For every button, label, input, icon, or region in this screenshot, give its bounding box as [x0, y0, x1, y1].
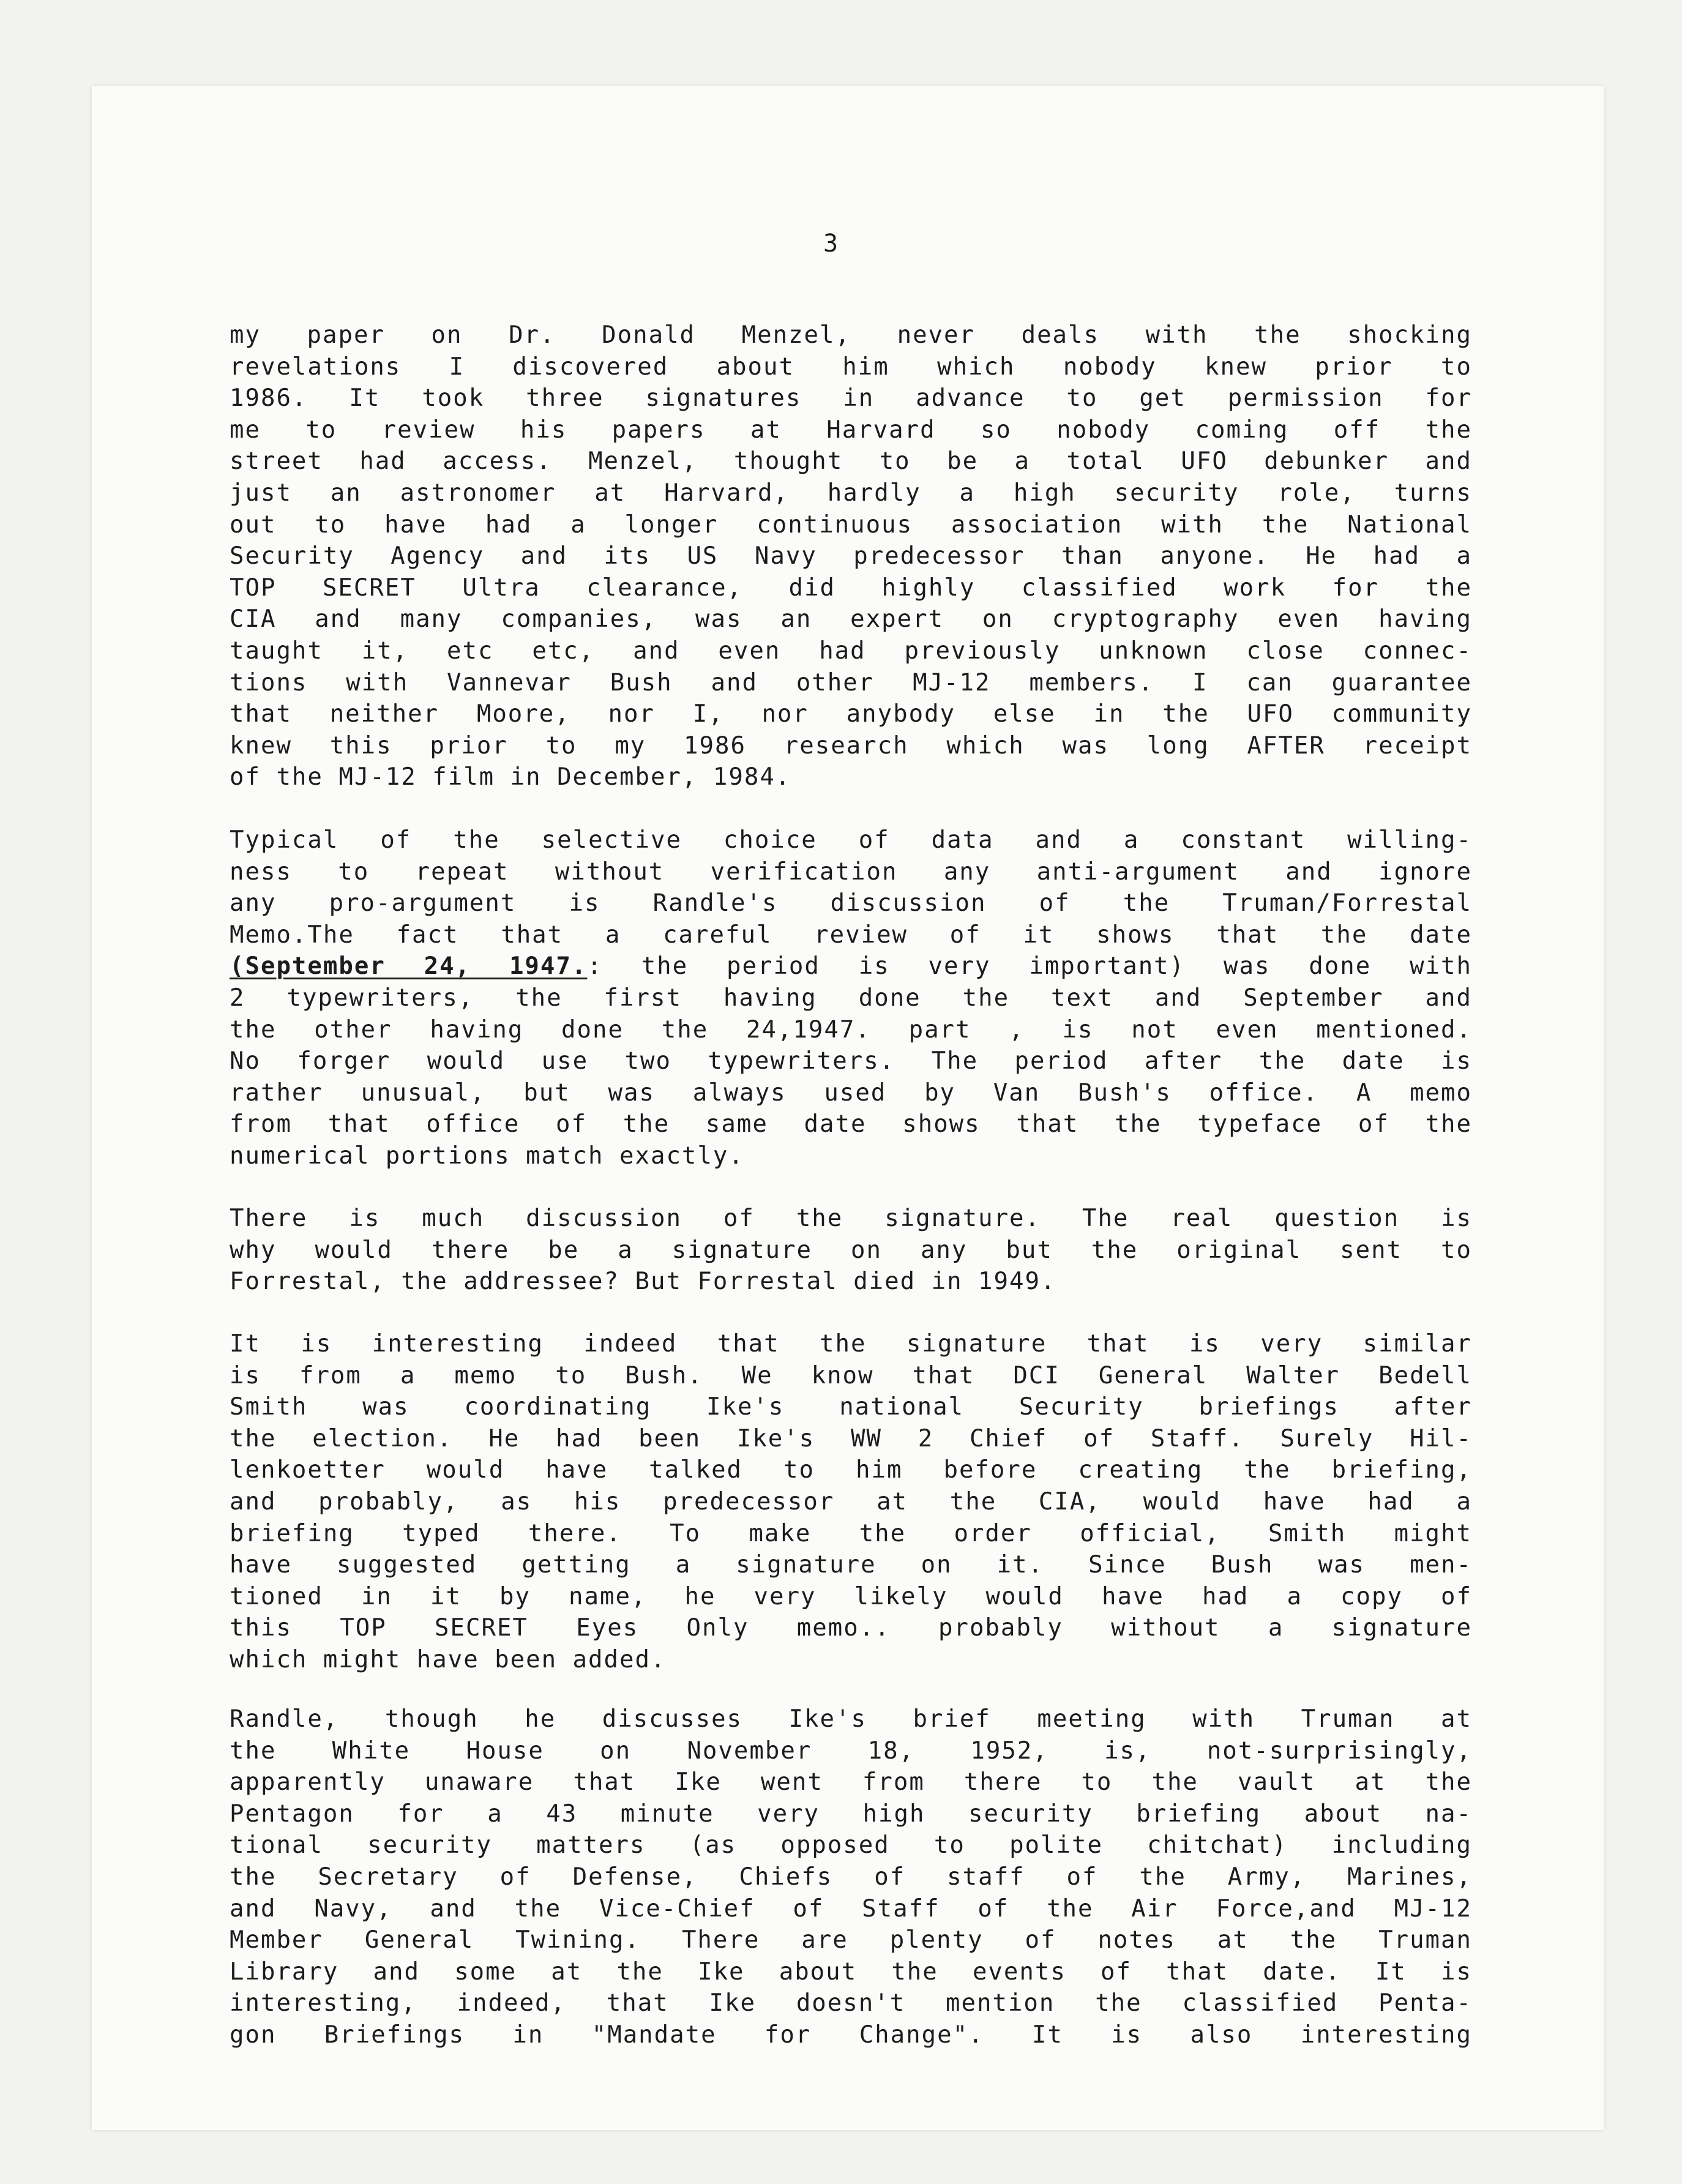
text-line: Security Agency and its US Navy predecessor than anyone. He had a [230, 542, 1472, 570]
page-number: 3 [823, 230, 839, 258]
text-line: It is interesting indeed that the signature that is very similar [230, 1330, 1472, 1358]
text-line: 1986. It took three signatures in advance to get permission for [230, 384, 1472, 413]
text-line: There is much discussion of the signature. The real question is [230, 1205, 1472, 1232]
text-line: me to review his papers at Harvard so nobody coming off the [230, 416, 1472, 444]
text-line: and Navy, and the Vice-Chief of Staff of the Air Force,and MJ-12 [230, 1894, 1472, 1923]
text-line: tions with Vannevar Bush and other MJ-12 members. I can guarantee [230, 668, 1472, 697]
date-punctuation: : [587, 952, 641, 981]
text-line: tional security matters (as opposed to polite chitchat) including [230, 1831, 1472, 1860]
text-line: any pro-argument is Randle's discussion of the Truman/Forrestal [230, 889, 1472, 918]
text-line: tioned in it by name, he very likely would have had a copy of [230, 1582, 1472, 1610]
text-line: Forrestal, the addressee? But Forrestal died in 1949. [230, 1268, 1056, 1296]
text-line: Pentagon for a 43 minute very high security briefing about na- [230, 1800, 1472, 1828]
text-line: the election. He had been Ike's WW 2 Chief of Staff. Surely Hil- [230, 1424, 1472, 1453]
text-line: just an astronomer at Harvard, hardly a high security role, turns [230, 479, 1472, 507]
text-line: from that office of the same date shows that the typeface of the [230, 1110, 1472, 1139]
paragraph-signature [230, 1203, 1472, 1298]
text-line: gon Briefings in "Mandate for Change". It is also interesting [230, 2021, 1472, 2049]
text-line: that neither Moore, nor I, nor anybody else in the UFO community [230, 700, 1472, 728]
text-line: is from a memo to Bush. We know that DCI General Walter Bedell [230, 1361, 1472, 1389]
text-line: have suggested getting a signature on it. Since Bush was men- [230, 1551, 1472, 1579]
text-line-with-date [230, 951, 1472, 982]
text-line: Member General Twining. There are plenty of notes at the Truman [230, 1926, 1472, 1954]
text-line: Typical of the selective choice of data and a constant willing- [230, 826, 1472, 854]
text-line: lenkoetter would have talked to him before creating the briefing, [230, 1456, 1472, 1484]
text-line: the Secretary of Defense, Chiefs of staff of the Army, Marines, [230, 1863, 1472, 1891]
paragraph-truman-forrestal-memo [230, 825, 1472, 1172]
text-line: my paper on Dr. Donald Menzel, never deals with the shocking [230, 321, 1472, 349]
text-line: why would there be a signature on any but the original sent to [230, 1236, 1472, 1264]
text-line: interesting, indeed, that Ike doesn't mention the classified Penta- [230, 1989, 1472, 2018]
underlined-date: (September 24, 1947. [230, 952, 588, 981]
text-line: ness to repeat without verification any anti-argument and ignore [230, 858, 1472, 886]
text-line: the White House on November 18, 1952, is, not-surprisingly, [230, 1737, 1472, 1765]
text-line: rather unusual, but was always used by Van Bush's office. A memo [230, 1079, 1472, 1107]
text-line: numerical portions match exactly. [230, 1142, 744, 1170]
text-line: revelations I discovered about him which nobody knew prior to [230, 353, 1472, 381]
text-line: the other having done the 24,1947. part , is not even mentioned. [230, 1015, 1472, 1044]
text-line: taught it, etc etc, and even had previously unknown close connec- [230, 637, 1472, 665]
text-line-rest: the period is very important) was done with [641, 952, 1472, 981]
text-line: of the MJ-12 film in December, 1984. [230, 763, 791, 791]
text-line: Smith was coordinating Ike's national Security briefings after [230, 1393, 1472, 1421]
paragraph-bush-memo [230, 1328, 1472, 1676]
text-line: 2 typewriters, the first having done the text and September and [230, 984, 1472, 1012]
text-line: TOP SECRET Ultra clearance, did highly classified work for the [230, 574, 1472, 602]
text-line: Randle, though he discusses Ike's brief meeting with Truman at [230, 1705, 1472, 1733]
text-line: Memo.The fact that a careful review of it shows that the date [230, 921, 1472, 949]
text-line: apparently unaware that Ike went from there to the vault at the [230, 1768, 1472, 1797]
text-line: No forger would use two typewriters. The period after the date is [230, 1047, 1472, 1075]
text-line: briefing typed there. To make the order official, Smith might [230, 1519, 1472, 1547]
paragraph-menzel [230, 320, 1472, 793]
text-line: which might have been added. [230, 1645, 667, 1674]
text-line: this TOP SECRET Eyes Only memo.. probably without a signature [230, 1614, 1472, 1642]
text-line: CIA and many companies, was an expert on cryptography even having [230, 605, 1472, 634]
paragraph-ike-briefing [230, 1703, 1472, 2051]
text-line: out to have had a longer continuous association with the National [230, 510, 1472, 539]
text-line: knew this prior to my 1986 research which was long AFTER receipt [230, 731, 1472, 760]
text-line: and probably, as his predecessor at the CIA, would have had a [230, 1487, 1472, 1516]
text-line: Library and some at the Ike about the events of that date. It is [230, 1958, 1472, 1986]
text-line: street had access. Menzel, thought to be a total UFO debunker and [230, 447, 1472, 476]
